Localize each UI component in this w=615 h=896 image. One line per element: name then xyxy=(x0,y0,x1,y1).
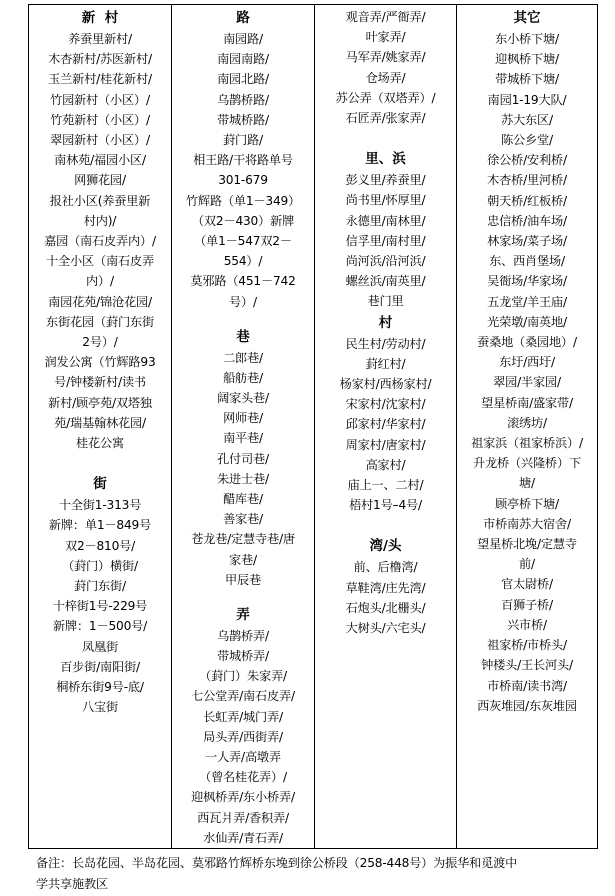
list-item: 塘/ xyxy=(519,476,535,491)
list-item: 新牌：1－500号/ xyxy=(52,619,148,634)
list-item: 村内)/ xyxy=(83,213,117,228)
list-item: 带城桥弄/ xyxy=(217,648,269,663)
list-item: （双2－430）新牌 xyxy=(191,213,295,228)
section-heading: 街 xyxy=(93,476,107,493)
section-heading: 弄 xyxy=(236,606,250,623)
list-item: 仓场弄/ xyxy=(365,70,406,85)
list-item: 滚绣坊/ xyxy=(507,415,547,430)
list-item: 南园花苑/锦沧花园/ xyxy=(48,294,152,309)
list-item: 南园路/ xyxy=(223,32,263,46)
column-other xyxy=(457,5,597,848)
list-item: 杨家村/西杨家村/ xyxy=(339,377,432,392)
list-item: 巷门里 xyxy=(367,294,404,309)
district-table xyxy=(28,4,598,849)
list-item: 迎枫桥下塘/ xyxy=(495,52,559,67)
list-item: 大树头/六宅头/ xyxy=(345,621,426,636)
list-item: 草鞋湾/庄先湾/ xyxy=(345,580,426,595)
list-item: 乌鹊桥弄/ xyxy=(217,628,269,643)
list-item: 尚河浜/沿河浜/ xyxy=(345,254,426,269)
list-item: 兴市桥/ xyxy=(507,617,547,632)
list-item: 庙上一、二村/ xyxy=(347,478,424,493)
list-item: 官太尉桥/ xyxy=(501,577,553,592)
list-item: 民生村/劳动村/ xyxy=(345,336,426,351)
list-item: 翠园/半家园/ xyxy=(493,375,561,390)
list-item: 祖家浜（祖家桥浜）/ xyxy=(471,436,583,451)
list-item: 信孚里/南村里/ xyxy=(345,233,426,248)
list-item: 光荣墩/南英地/ xyxy=(487,314,567,329)
list-item: 百狮子桥/ xyxy=(501,597,553,612)
list-item: 叶家弄/ xyxy=(365,30,406,45)
list-item: 高家村/ xyxy=(365,457,406,472)
list-item: 二郎巷/ xyxy=(223,350,263,365)
list-item: 葑红村/ xyxy=(365,356,406,371)
note-line-2: 学共享施教区 xyxy=(36,876,108,891)
list-item: 邱家村/华家村/ xyxy=(345,417,426,432)
section-heading: 巷 xyxy=(236,328,250,345)
list-item: 马军弄/姚家弄/ xyxy=(345,50,426,65)
list-item: 木杏桥/里河桥/ xyxy=(487,173,567,188)
list-item: 竹辉路（单1－349） xyxy=(185,193,301,208)
list-item: 陈公乡堂/ xyxy=(501,133,553,148)
list-item: 乌鹊桥路/ xyxy=(217,92,269,107)
column-nong-li-cun xyxy=(315,5,457,848)
list-item: （曾名桂花弄）/ xyxy=(199,770,287,785)
list-item: 宋家村/沈家村/ xyxy=(345,397,426,412)
list-item: （葑门）朱家弄/ xyxy=(199,669,287,684)
list-item: 十全街1-313号 xyxy=(58,498,142,513)
section-heading: 村 xyxy=(378,314,393,331)
list-item: 五龙堂/羊王庙/ xyxy=(487,294,567,309)
list-item: 百步街/南阳街/ xyxy=(60,659,140,674)
list-item: 润发公寓（竹辉路93 xyxy=(44,355,156,370)
list-item: 彭义里/养蚕里/ xyxy=(345,173,426,188)
list-item: 竹苑新村（小区）/ xyxy=(50,112,150,127)
list-item: 市桥南/读书湾/ xyxy=(487,678,567,693)
list-item: 升龙桥（兴隆桥）下 xyxy=(473,456,581,471)
list-item: 前/ xyxy=(519,557,535,572)
list-item: 观音弄/严衙弄/ xyxy=(345,10,426,24)
list-item: 301-679 xyxy=(218,173,268,188)
list-item: 南平巷/ xyxy=(223,431,263,446)
list-item: 554）/ xyxy=(223,254,263,269)
list-item: 忠信桥/油车场/ xyxy=(487,213,567,228)
list-item: 祖家桥/市桥头/ xyxy=(487,638,567,653)
list-item: 嘉园（南石皮弄内）/ xyxy=(44,234,156,249)
list-item: 顾亭桥下塘/ xyxy=(495,496,559,511)
note xyxy=(36,853,606,894)
section-heading: 路 xyxy=(236,10,250,26)
list-item: 望星桥南/盛家带/ xyxy=(481,395,573,410)
list-item: 善家巷/ xyxy=(223,512,263,527)
list-item: 八宝街 xyxy=(82,700,118,715)
list-item: 2号）/ xyxy=(82,335,118,350)
list-item: （单1－547双2－ xyxy=(194,234,292,249)
list-item: 林家场/菜子场/ xyxy=(487,234,567,249)
list-item: 家巷/ xyxy=(229,552,257,567)
list-item: 阔家头巷/ xyxy=(217,390,269,405)
list-item: 石炮头/北栅头/ xyxy=(345,600,426,615)
list-item: 东街花园（葑门东街 xyxy=(46,314,154,329)
list-item: 桐桥东街9号-底/ xyxy=(56,680,144,695)
list-item: 船舫巷/ xyxy=(223,370,263,385)
list-item: 新村/顾亭苑/双塔独 xyxy=(48,395,152,410)
list-item: 永德里/南林里/ xyxy=(345,213,426,228)
list-item: 苑/瑞基翰林花园/ xyxy=(54,415,146,430)
list-item: 十梓街1号-229号 xyxy=(52,599,148,614)
list-item: 迎枫桥弄/东小桥弄/ xyxy=(191,790,295,805)
list-item: 七公堂弄/南石皮弄/ xyxy=(191,689,295,704)
list-item: 带城桥下塘/ xyxy=(495,72,559,87)
list-item: 东小桥下塘/ xyxy=(495,32,559,46)
list-item: （葑门）横街/ xyxy=(62,558,138,573)
list-item: 一人弄/高墩弄 xyxy=(205,749,281,764)
list-item: 尚书里/怀厚里/ xyxy=(345,193,426,208)
list-item: 苍龙巷/定慧寺巷/唐 xyxy=(191,532,295,547)
list-item: 苏公弄（双塔弄）/ xyxy=(335,90,436,105)
list-item: 苏大东区/ xyxy=(501,112,553,127)
list-item: 木杏新村/苏医新村/ xyxy=(48,52,152,67)
list-item: 西灰堆园/东灰堆园 xyxy=(477,698,577,713)
list-item: 东圩/西圩/ xyxy=(499,355,555,370)
list-item: 吴衙场/华家场/ xyxy=(487,274,567,289)
list-item: 螺丝浜/南英里/ xyxy=(345,274,426,289)
list-item: 市桥南苏大宿舍/ xyxy=(483,516,571,531)
list-item: 翠园新村（小区）/ xyxy=(50,133,150,148)
section-heading: 湾/头 xyxy=(369,538,402,555)
list-item: 葑门东街/ xyxy=(74,579,126,594)
list-item: 网狮花园/ xyxy=(74,173,126,188)
list-item: 南园南路/ xyxy=(217,52,269,67)
list-item: 石匠弄/张家弄/ xyxy=(345,111,426,126)
list-item: 甲辰巷 xyxy=(225,572,261,587)
note-line-1: 备注：长岛花园、半岛花园、莫邪路竹辉桥东堍到徐公桥段（258-448号）为振华和觅渡中 xyxy=(36,856,518,870)
list-item: 望星桥北堍/定慧寺 xyxy=(477,537,577,552)
list-item: 号/钟楼新村/读书 xyxy=(54,375,146,390)
column-xincun xyxy=(29,5,172,848)
list-item: 醋库巷/ xyxy=(223,492,263,506)
list-item: 孔付司巷/ xyxy=(217,451,269,466)
list-item: 十全小区（南石皮弄 xyxy=(46,254,154,269)
list-item: 梧村1号–4号/ xyxy=(349,498,422,513)
list-item: 长虹弄/城门弄/ xyxy=(203,709,283,724)
list-item: 带城桥路/ xyxy=(217,112,269,127)
list-item: 双2－810号/ xyxy=(64,538,136,553)
list-item: 前、后橹湾/ xyxy=(353,560,418,575)
list-item: 内）/ xyxy=(86,274,114,289)
list-item: 周家村/唐家村/ xyxy=(345,437,426,452)
list-item: 新牌：单1－849号 xyxy=(48,518,152,533)
list-item: 报社小区(养蚕里新 xyxy=(49,193,151,208)
list-item: 西瓦爿弄/香积弄/ xyxy=(197,810,289,825)
list-item: 钟楼头/王长河头/ xyxy=(481,658,573,673)
section-heading: 其它 xyxy=(513,10,541,26)
list-item: 相王路/干将路单号 xyxy=(193,153,293,168)
list-item: 南林苑/福园小区/ xyxy=(54,153,146,168)
list-item: 朝天桥/红板桥/ xyxy=(487,193,567,208)
list-item: 凤凰街 xyxy=(82,639,118,654)
list-item: 桂花公寓 xyxy=(76,436,124,451)
list-item: 莫邪路（451－742 xyxy=(190,274,296,289)
list-item: 南园北路/ xyxy=(217,72,269,87)
list-item: 葑门路/ xyxy=(223,133,263,148)
list-item: 南园1-19大队/ xyxy=(487,92,567,107)
list-item: 朱进士巷/ xyxy=(217,471,269,486)
list-item: 水仙弄/青石弄/ xyxy=(203,830,283,845)
list-item: 东、西肖堡场/ xyxy=(489,254,565,269)
list-item: 号）/ xyxy=(229,294,257,309)
list-item: 玉兰新村/桂花新村/ xyxy=(48,72,152,87)
section-heading: 新 村 xyxy=(81,10,119,26)
section-heading: 里、浜 xyxy=(365,151,406,168)
list-item: 网师巷/ xyxy=(223,411,263,426)
list-item: 局头弄/西街弄/ xyxy=(203,729,283,744)
list-item: 徐公桥/安利桥/ xyxy=(487,153,567,168)
list-item: 养蚕里新村/ xyxy=(68,32,132,46)
column-lu-xiang-nong xyxy=(172,5,315,848)
list-item: 竹园新村（小区）/ xyxy=(50,92,150,107)
list-item: 蚕桑地（桑园地）/ xyxy=(477,335,577,350)
